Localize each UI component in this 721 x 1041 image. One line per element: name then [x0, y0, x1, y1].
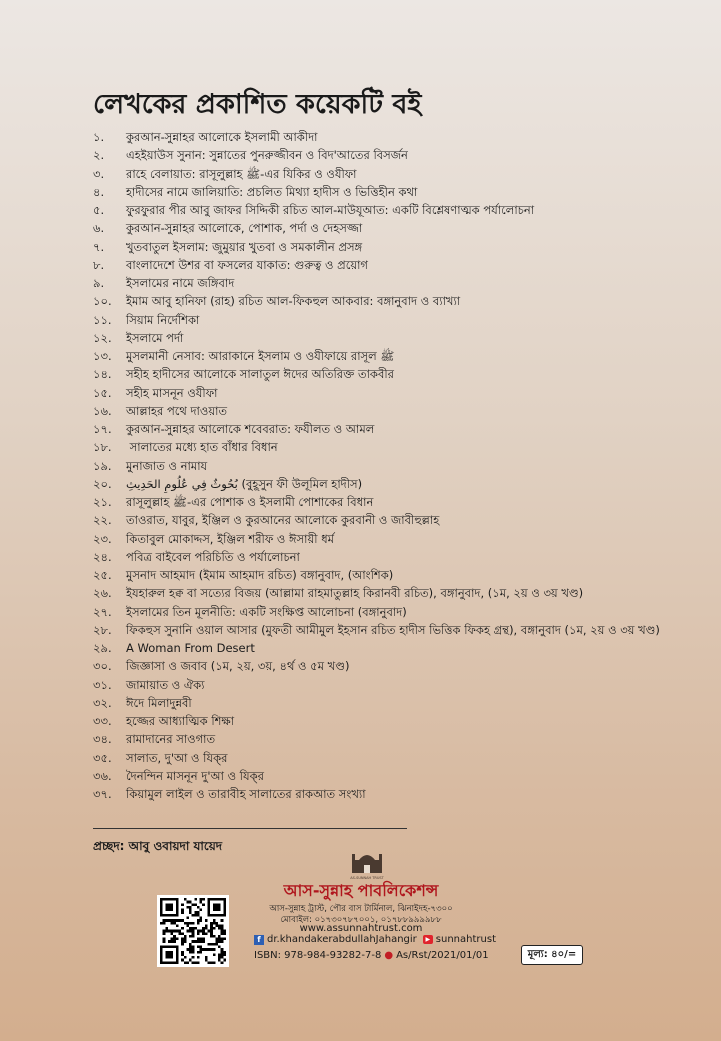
- book-number: ১৬.: [93, 403, 112, 418]
- book-number: ১৮.: [93, 440, 112, 455]
- book-number: ২২.: [93, 513, 112, 528]
- book-number: ৪.: [93, 184, 105, 199]
- youtube-handle: sunnahtrust: [435, 934, 496, 945]
- book-title: সালাতের মধ্যে হাত বাঁধার বিধান: [126, 440, 278, 455]
- book-number: ২৯.: [93, 641, 112, 655]
- book-title: ফুরফুরার পীর আবু জাফর সিদ্দিকী রচিত আল-মাউযূআত: একটি বিশ্লেষণাত্মক পর্যালোচনা: [126, 203, 535, 217]
- book-number: ২৫.: [93, 568, 112, 582]
- book-title: মুসলমানী নেসাব: আরাকানে ইসলাম ও ওযীফায়ে রাসূল ﷺ: [126, 349, 395, 363]
- book-number: ১৪.: [93, 367, 112, 382]
- mosque-logo-icon: [350, 848, 384, 880]
- book-item: [93, 183, 713, 201]
- isbn: ISBN: 978-984-93282-7-8: [254, 950, 382, 961]
- book-title: রাহে বেলায়াত: রাসূলুল্লাহ ﷺ-এর যিকির ও ওযীফা: [126, 166, 357, 181]
- book-item: [93, 365, 713, 383]
- book-title: পবিত্র বাইবেল পরিচিতি ও পর্যালোচনা: [126, 549, 300, 564]
- book-title: হাদীসের নামে জালিয়াতি: প্রচলিত মিথ্যা হাদীস ও ভিত্তিহীন কথা: [126, 184, 418, 199]
- book-number: ১৫.: [93, 385, 112, 400]
- book-number: ১.: [93, 130, 105, 144]
- book-item: [93, 694, 713, 712]
- book-title: কিয়ামুল লাইল ও তারাবীহ সালাতের রাকআত সংখ্যা: [126, 787, 366, 801]
- book-item: [93, 657, 713, 675]
- facebook-handle: dr.khandakerabdullahJahangir: [267, 934, 417, 945]
- book-title: মুসনাদ আহমাদ (ইমাম আহমাদ রচিত) বঙ্গানুবাদ, (আংশিক): [126, 568, 394, 582]
- book-title: ইযহারুল হক্ব বা সত্যের বিজয় (আল্লামা রাহমাতুল্লাহ কিরানবী রচিত), বঙ্গানুবাদ, (১ম, ২য় ও ৩য় খণ্ড): [126, 586, 584, 601]
- book-item: [93, 146, 713, 164]
- book-item: [93, 219, 713, 237]
- book-title: ইসলামের নামে জঙ্গিবাদ: [126, 276, 235, 290]
- publisher-website: www.assunnahtrust.com: [299, 923, 423, 934]
- book-item: [93, 128, 713, 146]
- book-title: জিজ্ঞাসা ও জবাব (১ম, ২য়, ৩য়, ৪র্থ ও ৫ম খণ্ড): [126, 659, 350, 674]
- book-title: কুরআন-সুন্নাহর আলোকে শবেবরাত: ফযীলত ও আমল: [126, 422, 375, 436]
- book-title: দৈনন্দিন মাসনূন দু'আ ও যিক্‌র: [126, 768, 264, 783]
- book-title: রাসূলুল্লাহ ﷺ-এর পোশাক ও ইসলামী পোশাকের বিধান: [126, 495, 374, 509]
- book-item: [93, 749, 713, 767]
- book-title: কুরআন-সুন্নাহর আলোকে ইসলামী আকীদা: [126, 130, 318, 144]
- book-item: [93, 621, 713, 639]
- book-number: ৩০.: [93, 659, 112, 674]
- book-item: [93, 548, 713, 566]
- book-item: [93, 256, 713, 274]
- logo-text: AS-SUNNAH TRUST: [350, 876, 384, 880]
- book-number: ৩৪.: [93, 732, 112, 747]
- book-item: [93, 311, 713, 329]
- book-item: [93, 292, 713, 310]
- book-number: ৩১.: [93, 677, 112, 692]
- book-item: [93, 165, 713, 183]
- book-number: ২১.: [93, 495, 112, 509]
- qr-code-icon: [157, 895, 229, 967]
- book-number: ৩৫.: [93, 750, 112, 765]
- book-title: বাংলাদেশে উশর বা ফসলের যাকাত: গুরুত্ব ও প্রয়োগ: [126, 257, 368, 272]
- book-title: হজ্জের আধ্যাত্মিক শিক্ষা: [126, 714, 235, 728]
- book-item: [93, 566, 713, 584]
- book-item: [93, 493, 713, 511]
- book-title: এহইয়াউস সুনান: সুন্নাতের পুনরুজ্জীবন ও বিদ'আতের বিসর্জন: [126, 148, 408, 163]
- book-item: [93, 457, 713, 475]
- book-title: A Woman From Desert: [126, 641, 255, 655]
- publisher-name: আস-সুন্নাহ পাবলিকেশন্স: [283, 881, 439, 900]
- book-item: [93, 603, 713, 621]
- book-item: [93, 511, 713, 529]
- book-item: [93, 420, 713, 438]
- book-title: ইসলামের তিন মূলনীতি: একটি সংক্ষিপ্ত আলোচনা (বঙ্গানুবাদ): [126, 604, 407, 619]
- book-item: [93, 584, 713, 602]
- book-number: ২৮.: [93, 622, 112, 637]
- book-number: ৩৩.: [93, 714, 112, 728]
- book-number: ২৪.: [93, 549, 112, 564]
- book-title: ঈদে মিলাদুন্নবী: [126, 695, 192, 710]
- book-title: রামাদানের সাওগাত: [126, 732, 216, 747]
- facebook-icon: f: [254, 935, 264, 945]
- publisher-address: আস-সুন্নাহ ট্রাস্ট, পৌর বাস টার্মিনাল, ঝিনাইদহ-৭৩০০: [269, 904, 453, 914]
- book-title: জামায়াত ও ঐক্য: [126, 677, 205, 692]
- book-number: ৮.: [93, 257, 105, 272]
- book-title: ফিকহুস সুনানি ওয়াল আসার (মুফতী আমীমুল ইহসান রচিত হাদীস ভিত্তিক ফিকহ গ্রন্থ), বঙ্গানুবাদ (১ম, ২য় ও ৩য় খণ্ড): [126, 622, 660, 637]
- book-number: ১০.: [93, 294, 112, 309]
- book-number: ১৭.: [93, 422, 112, 436]
- book-title: তাওরাত, যাবুর, ইঞ্জিল ও কুরআনের আলোকে কুরবানী ও জাবীহুল্লাহ: [126, 513, 440, 528]
- book-item: [93, 384, 713, 402]
- book-title: আল্লাহর পথে দাওয়াত: [126, 403, 228, 418]
- social-links: [254, 934, 496, 945]
- book-title: بُحُوثٌ فِي عُلُومِ الحَدِيثِ (বুহূসুন ফী উলূমিল হাদীস): [126, 476, 363, 491]
- book-number: ১৩.: [93, 349, 112, 363]
- book-item: [93, 639, 713, 657]
- book-title: ইমাম আবু হানিফা (রাহ) রচিত আল-ফিকহুল আকবার: বঙ্গানুবাদ ও ব্যাখ্যা: [126, 294, 461, 309]
- book-number: ৩৭.: [93, 787, 112, 801]
- book-number: ২৭.: [93, 604, 112, 619]
- book-title: সালাত, দু'আ ও যিক্‌র: [126, 750, 228, 765]
- book-item: [93, 785, 713, 803]
- book-title: কিতাবুল মোকাদ্দস, ইঞ্জিল শরীফ ও ঈসায়ী ধর্ম: [126, 531, 335, 546]
- book-number: ২.: [93, 148, 105, 163]
- book-item: [93, 712, 713, 730]
- book-item: [93, 530, 713, 548]
- book-title: সিয়াম নির্দেশিকা: [126, 312, 200, 327]
- book-number: ১২.: [93, 330, 112, 345]
- book-title: কুরআন-সুন্নাহর আলোকে, পোশাক, পর্দা ও দেহসজ্জা: [126, 221, 363, 236]
- book-title: মুনাজাত ও নামায: [126, 458, 208, 473]
- book-item: [93, 402, 713, 420]
- book-title: সহীহ হাদীসের আলোকে সালাতুল ঈদের অতিরিক্ত তাকবীর: [126, 367, 394, 382]
- book-item: [93, 767, 713, 785]
- divider: [93, 828, 407, 829]
- book-item: [93, 475, 713, 493]
- book-number: ২০.: [93, 476, 112, 491]
- book-number: ৩৬.: [93, 768, 112, 783]
- book-item: [93, 438, 713, 456]
- book-number: ২৬.: [93, 586, 112, 601]
- youtube-icon: ▶: [423, 935, 433, 944]
- book-number: ১১.: [93, 312, 112, 327]
- book-number: ৩.: [93, 166, 105, 181]
- book-title: ইসলামে পর্দা: [126, 330, 184, 345]
- separator-dot: ●: [384, 950, 394, 961]
- isbn-line: [254, 950, 489, 961]
- book-number: ২৩.: [93, 531, 112, 546]
- book-number: ৬.: [93, 221, 105, 236]
- book-item: [93, 347, 713, 365]
- book-number: ১৯.: [93, 458, 112, 473]
- book-title: খুতবাতুল ইসলাম: জুমুয়ার খুতবা ও সমকালীন প্রসঙ্গ: [126, 239, 363, 254]
- book-item: [93, 329, 713, 347]
- price-tag: মূল্য: ৪০/=: [521, 945, 583, 965]
- book-item: [93, 274, 713, 292]
- publisher-phone: মোবাইল: ০১৭৩০৭৮৭০০১, ০১৭৮৮৯৯৯৯৮৮: [280, 915, 442, 925]
- page-title: লেখকের প্রকাশিত কয়েকটি বই: [93, 89, 422, 120]
- book-item: [93, 201, 713, 219]
- book-list: [93, 128, 713, 803]
- book-number: ৭.: [93, 239, 105, 254]
- reference-number: As/Rst/2021/01/01: [396, 950, 489, 961]
- book-title: সহীহ মাসনূন ওযীফা: [126, 385, 218, 400]
- book-item: [93, 238, 713, 256]
- book-item: [93, 676, 713, 694]
- book-number: ৯.: [93, 276, 105, 290]
- cover-credit: প্রচ্ছদ: আবু ওবায়দা যায়েদ: [93, 839, 223, 853]
- book-number: ৫.: [93, 203, 105, 217]
- book-number: ৩২.: [93, 695, 112, 710]
- book-item: [93, 730, 713, 748]
